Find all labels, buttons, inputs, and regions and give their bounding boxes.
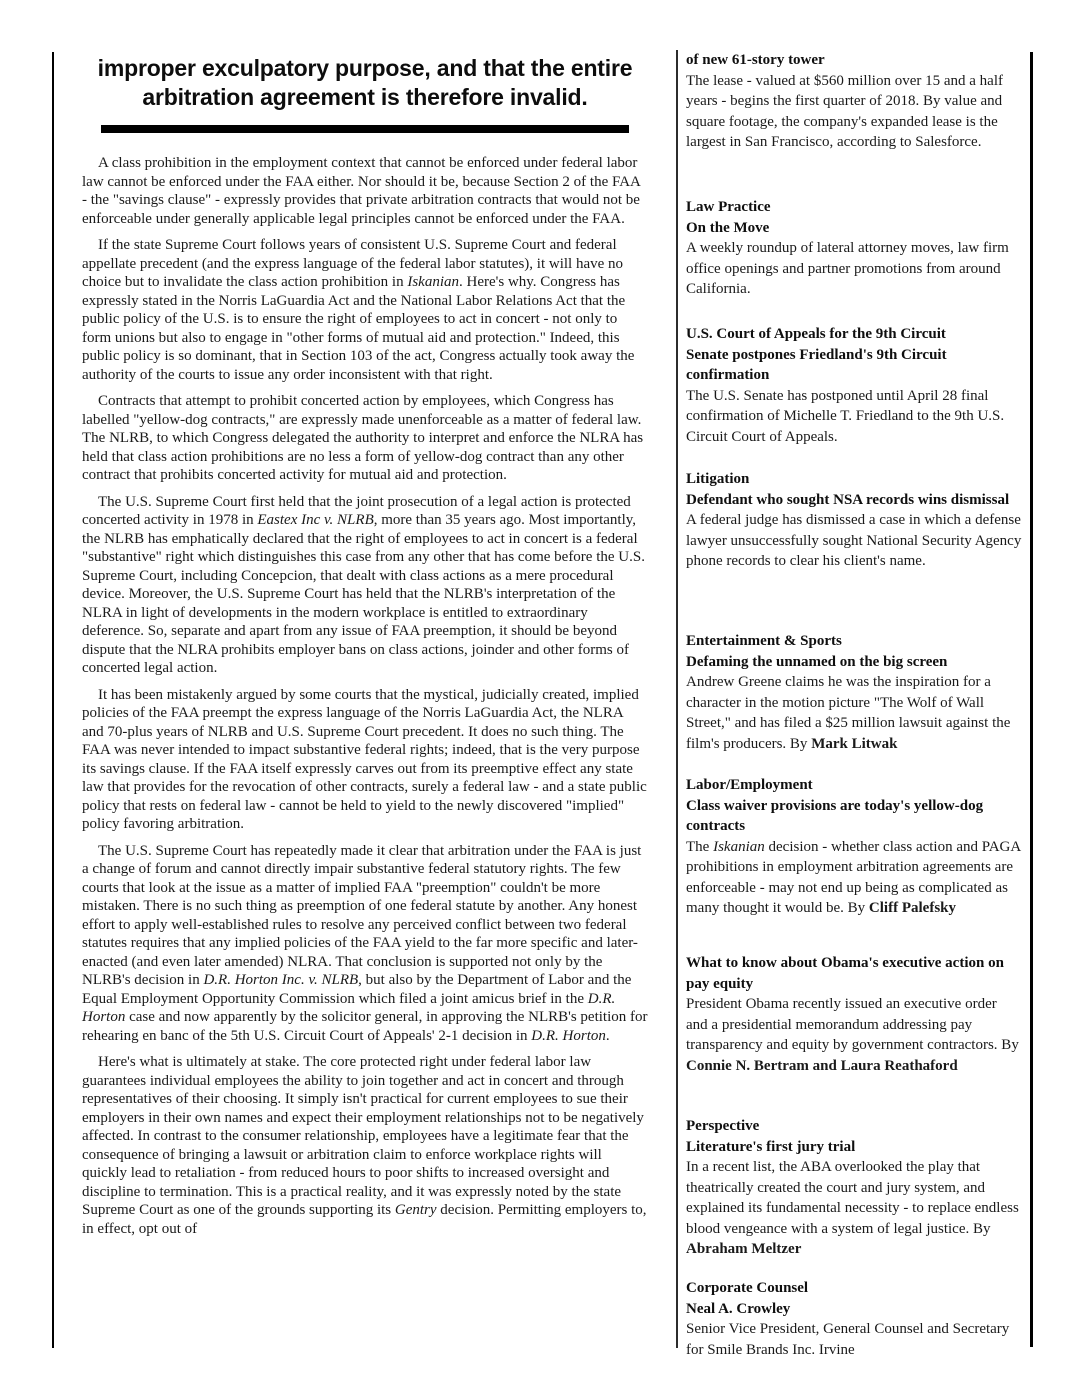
sidebar-item <box>686 50 1022 153</box>
article-paragraph: The U.S. Supreme Court has repeatedly made it clear that arbitration under the FAA is just a change of forum and cannot directly impair substantive federal statutory rights. The few courts that look at the issue as a matter of implied FAA "preemption" couldn't be more mistaken. There is no such thing as preemption of one federal statute by another. Any honest effort to apply well-established rules to resolve any perceived conflict between two federal statutes requires that any implied policies of the FAA yield to the far more specific and later-enacted (and even later amended) NLRA. That conclusion is supported not only by the NLRB's decision in D.R. Horton Inc. v. NLRB, but also by the Department of Labor and the Equal Employment Opportunity Commission which filed a joint amicus brief in the D.R. Horton case and now apparently by the solicitor general, in approving the NLRB's petition for rehearing en banc of the 5th U.S. Circuit Court of Appeals' 2-1 decision in D.R. Horton. <box>82 842 648 1044</box>
sidebar-item <box>686 1278 1022 1360</box>
sidebar-item-category: Law Practice <box>686 199 771 215</box>
sidebar-item-category: Perspective <box>686 1118 760 1134</box>
sidebar-item-title: On the Move <box>686 219 770 236</box>
sidebar-item <box>686 197 1022 300</box>
headline-divider <box>101 125 629 133</box>
sidebar-item-body: The lease - valued at $560 million over 15 and a half years - begins the first quarter of 2018. By value and square footage, the company's expanded lease is the largest in San Francisco, according to Salesforce. <box>686 72 1003 150</box>
sidebar-item-title: Class waiver provisions are today's yellow-dog contracts <box>686 797 984 834</box>
sidebar-item-body: Andrew Greene claims he was the inspiration for a character in the motion picture "The Wolf of Wall Street," and has filed a $25 million lawsuit against the film's producers. By Mark Litwak <box>686 674 1011 752</box>
sidebar-item-title: Senate postpones Friedland's 9th Circuit confirmation <box>686 346 947 383</box>
article-paragraph: The U.S. Supreme Court first held that the joint prosecution of a legal action is protected concerted activity in 1978 in Eastex Inc v. NLRB, more than 35 years ago. Most importantly, the NLRB has emphatically declared that the right of employees to act in concert is a federal "substantive" right which distinguishes this case from any other that has come before the U.S. Supreme Court, including Concepcion, that dealt with class actions as a mere procedural device. Moreover, the U.S. Supreme Court has held that the NLRB's interpretation of the NLRA in light of developments in the modern workplace is entitled to extraordinary deference. So, separate and apart from any issue of FAA preemption, it should be beyond dispute that the NLRA prohibits employer bans on class actions, joinder and other forms of concerted legal action. <box>82 493 645 676</box>
sidebar-item-title: Neal A. Crowley <box>686 1300 791 1317</box>
column-divider-rule <box>676 50 678 1348</box>
sidebar-column <box>686 0 1022 1398</box>
article-column <box>82 48 648 1246</box>
sidebar-item-category: Litigation <box>686 471 750 487</box>
sidebar-item-title: What to know about Obama's executive action on pay equity <box>686 955 1004 992</box>
article-paragraph: A class prohibition in the employment context that cannot be enforced under federal labor law cannot be enforced under the FAA either. Nor should it be, because Section 2 of the FAA - the "savings clause" - expressly provides that private arbitration contracts that would not be enforceable under generally applicable legal principles cannot be enforced under the FAA. <box>82 155 641 227</box>
sidebar-item-category: Labor/Employment <box>686 777 813 793</box>
sidebar-item-body: A weekly roundup of lateral attorney moves, law firm office openings and partner promotions from around California. <box>686 240 1009 297</box>
sidebar-item <box>686 324 1022 447</box>
article-paragraph: If the state Supreme Court follows years of consistent U.S. Supreme Court and federal appellate precedent (and the express language of the federal labor statutes), it will have no choice but to invalidate the class action prohibition in Iskanian. Here's why. Congress has expressly stated in the Norris LaGuardia Act and the National Labor Relations Act that the public policy of the U.S. is to ensure the right of employees to act in concert - not only to form unions but also to engage in "other forms of mutual aid and protection." Indeed, this public policy is so dominant, that in Section 103 of the act, Congress actually took away the authority of the courts to issue any order inconsistent with that right. <box>82 237 635 383</box>
sidebar-item-body: In a recent list, the ABA overlooked the play that theatrically created the court and jury system, and explained its fundamental necessity - to replace endless blood vengeance with a system of legal justice. By Abraham Meltzer <box>686 1159 1019 1257</box>
sidebar-item <box>686 1116 1022 1260</box>
sidebar-item <box>686 775 1022 919</box>
sidebar-item-body: Senior Vice President, General Counsel and Secretary for Smile Brands Inc. Irvine <box>686 1321 1010 1358</box>
sidebar-item-title: Defaming the unnamed on the big screen <box>686 653 948 670</box>
sidebar-item-title: Literature's first jury trial <box>686 1138 856 1155</box>
article-paragraph: Here's what is ultimately at stake. The core protected right under federal labor law guarantees individual employees the ability to join together and act in concert and through representatives of their choosing. It simply isn't practical for current employees to sue their employers in their own names and expect their employment relationships not to be negatively affected. In contrast to the consumer relationship, employees have a legitimate fear that the consequence of bringing a lawsuit or arbitration claim to enforce workplace rights will quickly lead to retaliation - from reduced hours to poor shifts to increased oversight and discipline to termination. This is a practical reality, and it was expressly noted by the state Supreme Court as one of the grounds supporting its Gentry decision. Permitting employers to, in effect, opt out of <box>82 1054 647 1237</box>
article-body <box>82 154 648 1238</box>
sidebar-item-category: U.S. Court of Appeals for the 9th Circuit <box>686 326 946 342</box>
sidebar-item-body: President Obama recently issued an executive order and a presidential memorandum addressing pay transparency and equity by government contractors. By Connie N. Bertram and Laura Reathaford <box>686 996 1019 1074</box>
sidebar-item-category: Entertainment & Sports <box>686 633 842 649</box>
sidebar-item-category: Corporate Counsel <box>686 1280 809 1296</box>
article-paragraph: Contracts that attempt to prohibit concerted action by employees, which Congress has labelled "yellow-dog contracts," are expressly made unenforceable as a matter of federal law. The NLRB, to which Congress delegated the authority to interpret and enforce the NLRA has held that class action prohibitions are no less a form of yellow-dog contract than any other contract that prohibits concerted activity for mutual aid and protection. <box>82 393 644 483</box>
sidebar-item <box>686 469 1022 572</box>
sidebar-item-title: Defendant who sought NSA records wins dismissal <box>686 491 1010 508</box>
sidebar-item-body: The Iskanian decision - whether class action and PAGA prohibitions in employment arbitration agreements are enforceable - may not end up being as complicated as many thought it would be. By Cliff Palefsky <box>686 838 1021 916</box>
sidebar-item <box>686 953 1022 1076</box>
article-headline: improper exculpatory purpose, and that the entire arbitration agreement is therefore invalid. <box>97 55 633 110</box>
sidebar-item <box>686 631 1022 754</box>
sidebar-item-body: A federal judge has dismissed a case in which a defense lawyer unsuccessfully sought National Security Agency phone records to clear his client's name. <box>686 512 1022 569</box>
sidebar-item-title: of new 61-story tower <box>686 52 825 68</box>
article-paragraph: It has been mistakenly argued by some courts that the mystical, judicially created, implied policies of the FAA preempt the express language of the Norris LaGuardia Act, the NLRA and 70-plus years of NLRB and U.S. Supreme Court precedent. It does no such thing. The FAA was never intended to impact substantive federal rights; indeed, that is the very purpose its savings clause. If the FAA itself expressly carves out from its preemptive effect any state law that provides for the revocation of other contracts, surely a federal law - and a state public policy that rests on federal law - cannot be held to yield to the newly discovered "implied" policy favoring arbitration. <box>82 686 647 832</box>
right-page-rule <box>1030 52 1033 1347</box>
left-page-rule <box>52 52 54 1348</box>
sidebar-item-body: The U.S. Senate has postponed until April 28 final confirmation of Michelle T. Friedland to the 9th U.S. Circuit Court of Appeals. <box>686 387 1005 445</box>
